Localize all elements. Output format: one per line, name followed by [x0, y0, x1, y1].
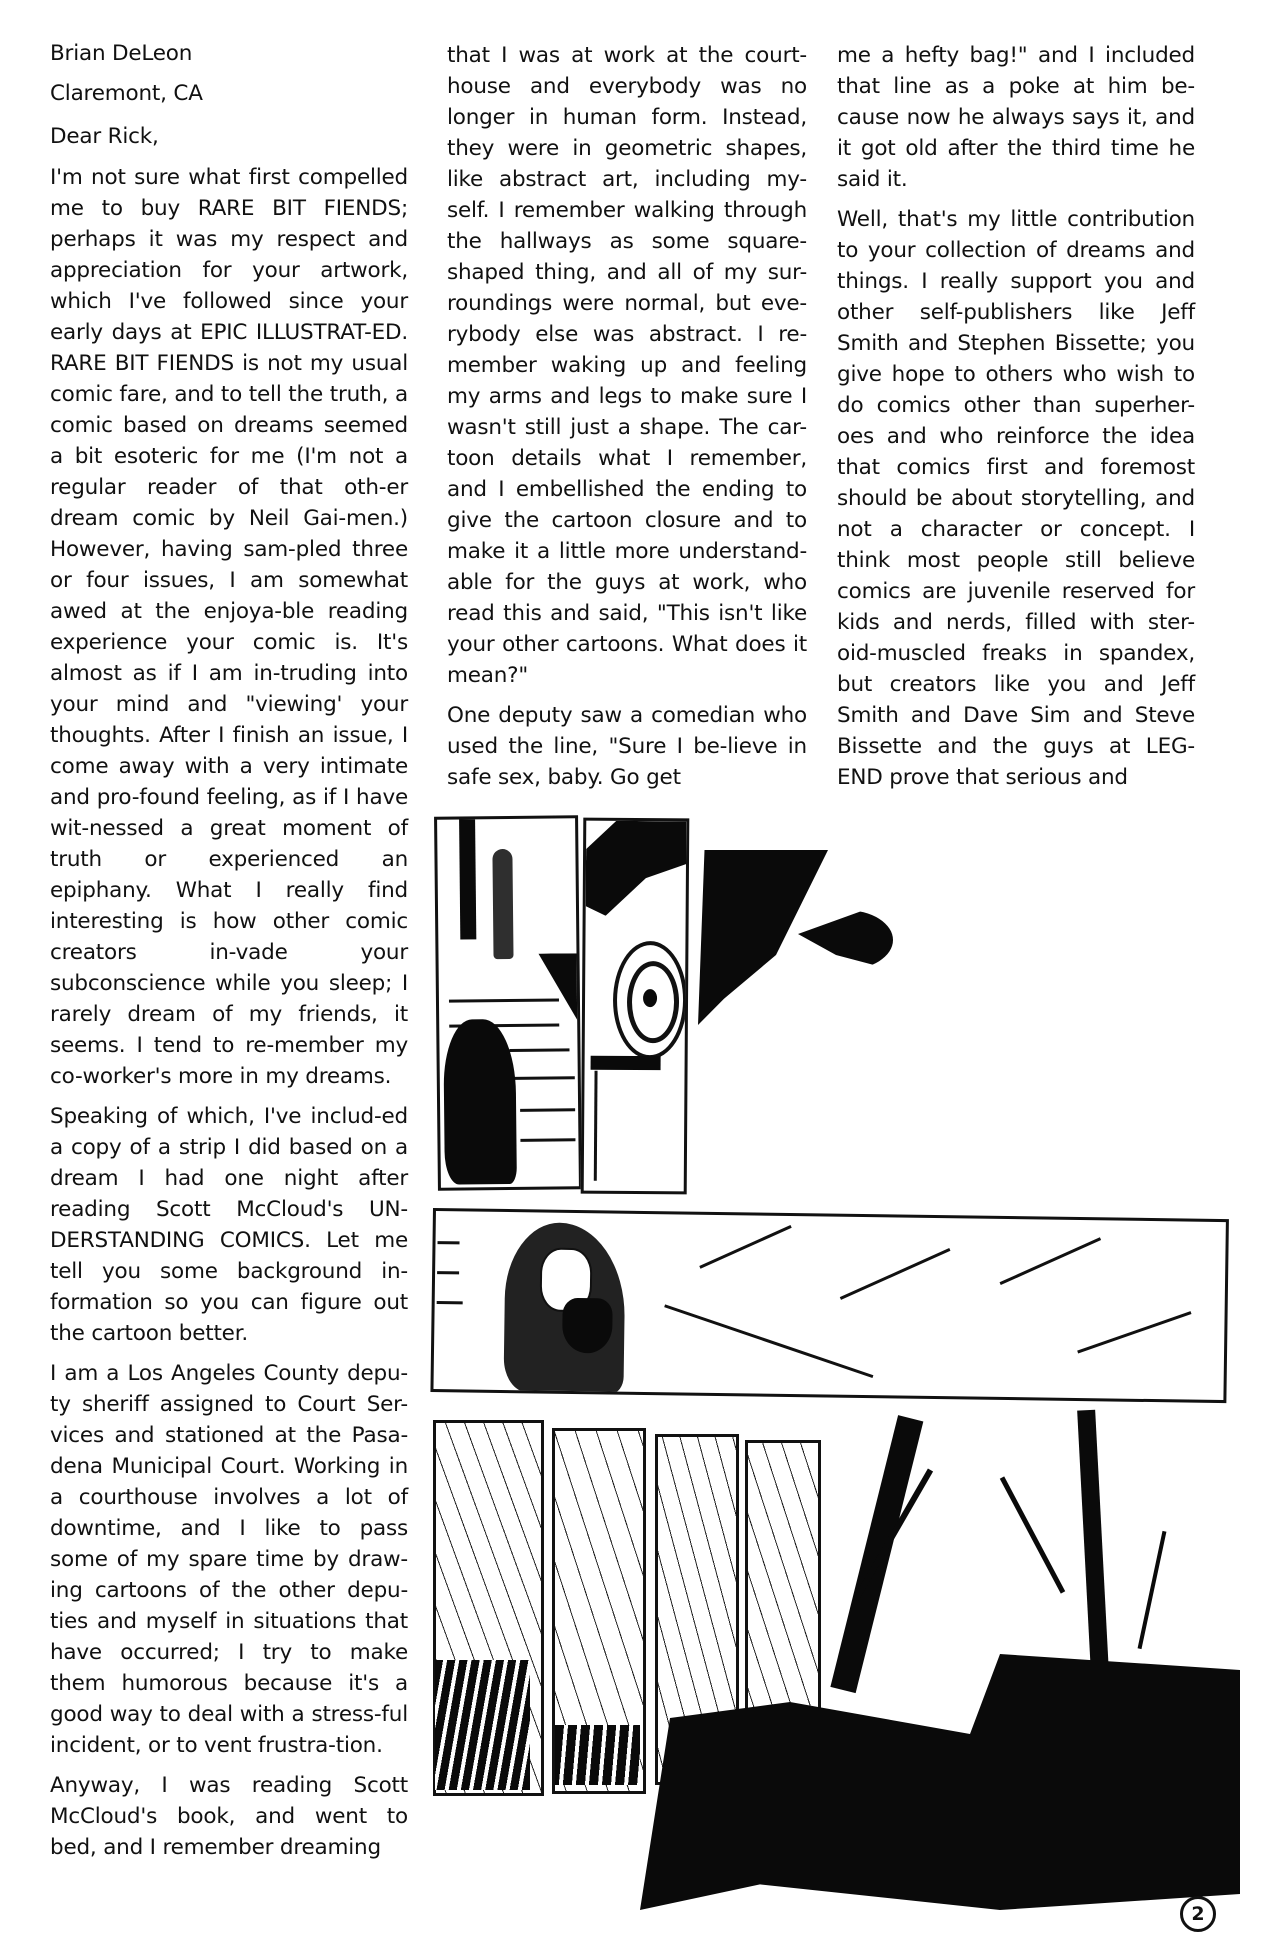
- letter-column-3: [837, 40, 1195, 802]
- salutation: Dear Rick,: [50, 124, 159, 149]
- hair-illustration: [586, 821, 687, 917]
- tree-trunk-illustration: [830, 1415, 923, 1693]
- comic-panel-walking-figure: [434, 815, 582, 1190]
- fence-illustration: [555, 1725, 640, 1785]
- shadow-wedge-illustration: [538, 953, 579, 1023]
- tree-trunk-illustration: [459, 819, 476, 939]
- fence-illustration: [435, 1660, 530, 1790]
- comic-strip: [430, 810, 1250, 1940]
- letter-column-2: [447, 40, 807, 802]
- bush-illustration: [443, 1019, 517, 1185]
- letter-column-1: [50, 38, 408, 1867]
- lash-shadow-illustration: [591, 1056, 661, 1070]
- author-name: Brian DeLeon: [50, 41, 193, 66]
- paragraph: that I was at work at the court-house and everybody was no longer in human form. Instead, they were in geometric shapes, like abstract art, including my-self. I remember walking through the hallways as some square-shaped thing, and all of my sur-roundings were normal, but eve-rybody else was abstract. I re-member waking up and feeling my arms and legs to make sure I wasn't still just a shape. The car-toon details what I remember, and I embellished the ending to give the cartoon closure and to make it a little more understand-able for the guys at work, who read this and said, "This isn't like your other cartoons. What does it mean?": [447, 43, 807, 688]
- comic-panel-abstract-shape: [698, 845, 898, 1030]
- paragraph: Well, that's my little contribution to your collection of dreams and things. I really support you and other self-publishers like Jeff Smith and Stephen Bissette; you give hope to others who wish to do comics other than superher-oes and who reinforce the idea that comics first and foremost should be about storytelling, and not a character or concept. I think most people still believe comics are juvenile reserved for kids and nerds, filled with ster-oid-muscled freaks in spandex, but creators like you and Jeff Smith and Dave Sim and Steve Bissette and the guys at LEG-END prove that serious and: [837, 207, 1195, 790]
- comic-panel-man-in-bed: [430, 1208, 1228, 1403]
- blanket-line: [664, 1304, 873, 1378]
- paragraph: me a hefty bag!" and I included that line as a poke at him be-cause now he always says it, and it got old after the third time he said it.: [837, 43, 1195, 192]
- pupil-illustration: [643, 989, 657, 1007]
- paragraph: Speaking of which, I've includ-ed a copy of a strip I did based on a dream I had one night after reading Scott McCloud's UN-DERSTANDING COMICS. Let me tell you some background in-formation so you can figure out the cartoon better.: [50, 1104, 408, 1346]
- walking-figure-illustration: [492, 849, 513, 959]
- author-location: Claremont, CA: [50, 81, 203, 106]
- page-number-badge: 2: [1180, 1896, 1216, 1932]
- comic-panel-fence-and-trees: [430, 1410, 1250, 1930]
- paragraph: I'm not sure what first compelled me to buy RARE BIT FIENDS; perhaps it was my respect and appreciation for your artwork, which I've followed since your early days at EPIC ILLUSTRAT-ED. RARE BIT FIENDS is not my usual comic fare, and to tell the truth, a comic based on dreams seemed a bit esoteric for me (I'm not a regular reader of that oth-er dream comic by Neil Gai-men.) However, having sam-pled three or four issues, I am somewhat awed at the enjoya-ble reading experience your comic is. It's almost as if I am in-truding into your mind and "viewing' your thoughts. After I finish an issue, I come away with a very intimate and pro-found feeling, as if I have wit-nessed a great moment of truth or experienced an epiphany. What I really find interesting is how other comic creators in-vade your subconscience while you sleep; I rarely dream of my friends, it seems. I tend to re-member my co-worker's more in my dreams.: [50, 165, 408, 1089]
- paragraph: I am a Los Angeles County depu-ty sheriff assigned to Court Ser-vices and stationed at the Pasa-dena Municipal Court. Working in a courthouse involves a lot of downtime, and I like to pass some of my spare time by draw-ing cartoons of the other depu-ties and myself in situations that have occurred; I try to make them humorous because it's a good way to deal with a stress-ful incident, or to vent frustra-tion.: [50, 1361, 408, 1758]
- comic-panel-eye-closeup: [581, 818, 690, 1195]
- paragraph: Anyway, I was reading Scott McCloud's book, and went to bed, and I remember dreaming: [50, 1773, 408, 1860]
- paragraph: One deputy saw a comedian who used the line, "Sure I be-lieve in safe sex, baby. Go get: [447, 703, 807, 790]
